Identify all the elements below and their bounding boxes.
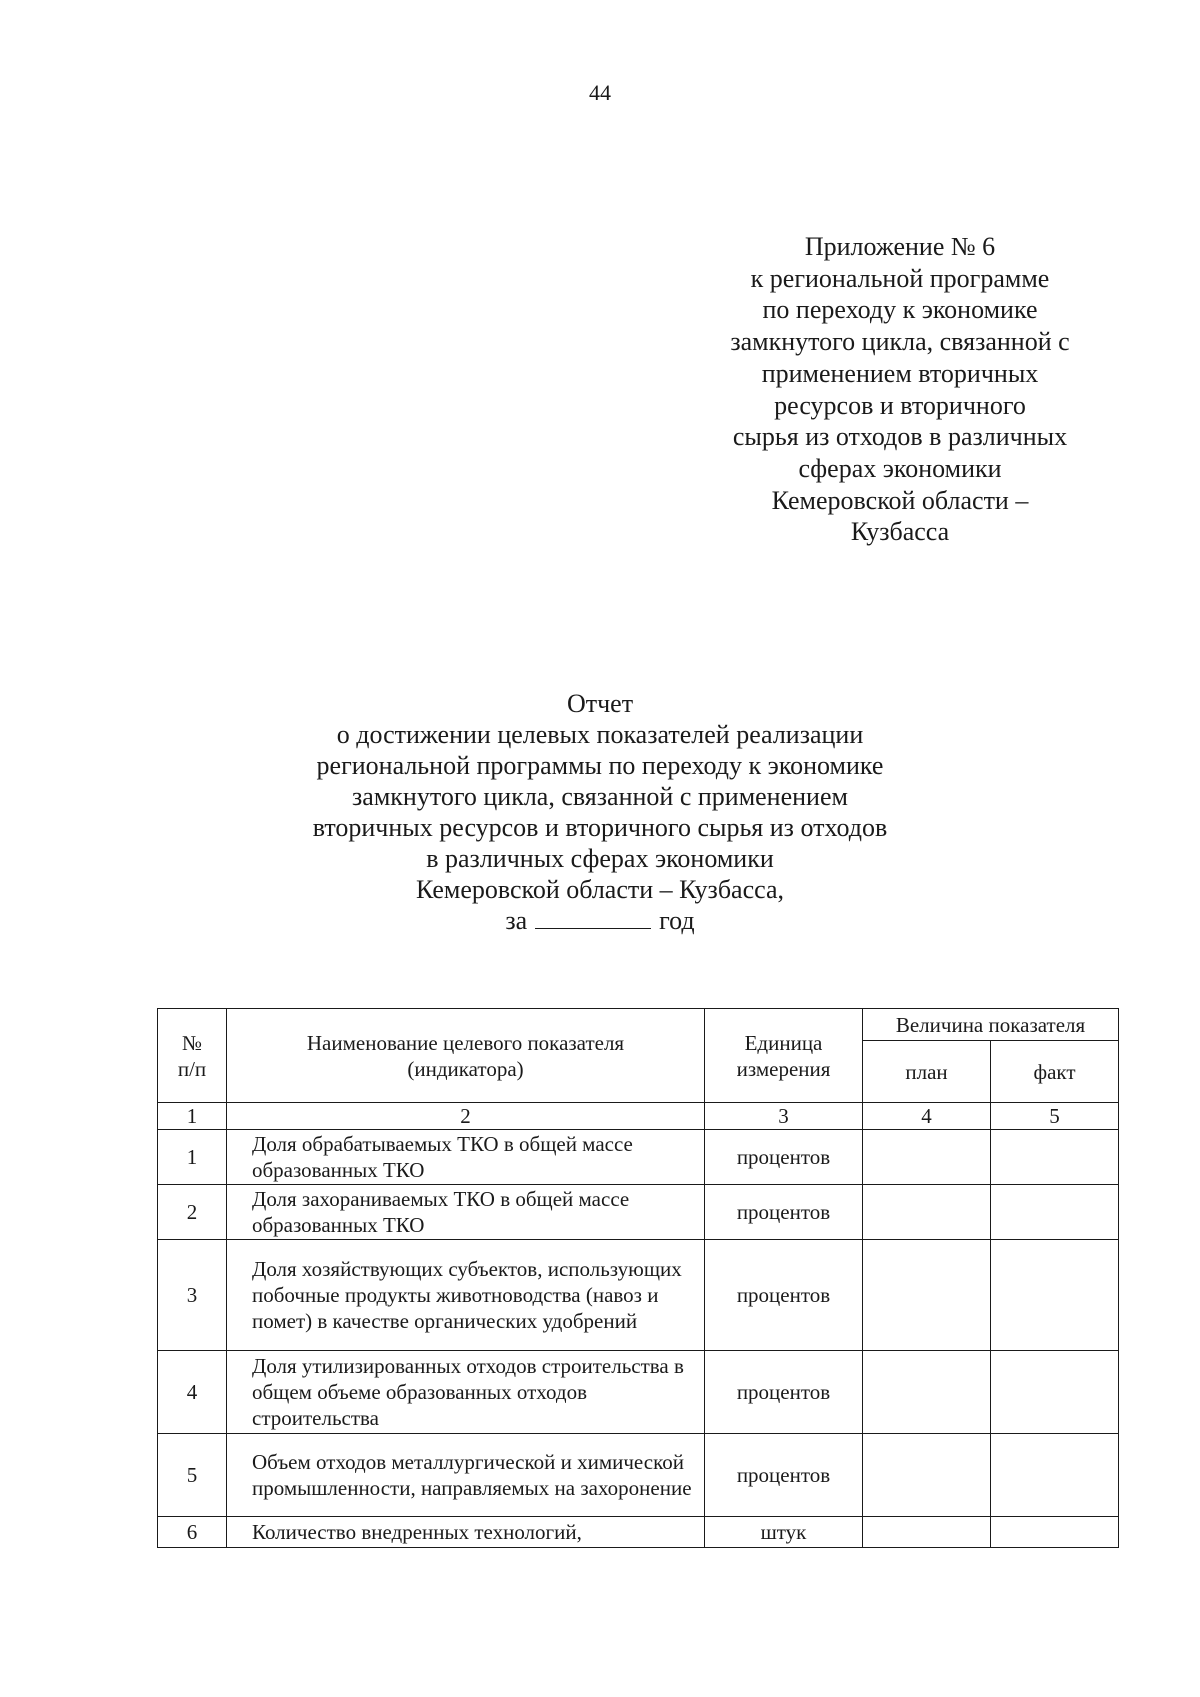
appendix-line: к региональной программе [750,263,1050,293]
table-header-row [158,1009,1119,1041]
column-number: 1 [158,1103,227,1130]
row-name: Доля утилизированных отходов строительства в общем объеме образованных отходов строительства [227,1351,705,1434]
period-prefix: за [505,906,528,935]
appendix-line: замкнутого цикла, связанной с [730,327,1070,357]
row-name: Доля хозяйствующих субъектов, использующих побочные продукты животноводства (навоз и помет) в качестве органических удобрений [227,1240,705,1351]
table-row [158,1240,1119,1351]
row-num: 6 [158,1517,227,1548]
appendix-line: сферах экономики [798,453,1002,483]
row-num: 2 [158,1185,227,1240]
report-subtitle-line: региональной программы по переходу к экономике [316,751,884,780]
column-number: 4 [863,1103,991,1130]
table-row [158,1351,1119,1434]
row-plan [863,1240,991,1351]
row-name: Объем отходов металлургической и химической промышленности, направляемых на захоронение [227,1434,705,1517]
year-blank-field[interactable] [535,906,651,929]
report-subtitle-line: в различных сферах экономики [426,844,774,873]
header-name: Наименование целевого показателя (индикатора) [227,1009,705,1103]
row-unit: процентов [705,1434,863,1517]
row-fact [991,1434,1119,1517]
row-num: 4 [158,1351,227,1434]
row-name: Количество внедренных технологий, [227,1517,705,1548]
report-period [0,905,1200,936]
row-unit: процентов [705,1240,863,1351]
row-fact [991,1130,1119,1185]
report-subtitle-line: о достижении целевых показателей реализации [336,720,864,749]
row-plan [863,1351,991,1434]
column-number: 2 [227,1103,705,1130]
appendix-line: Приложение № 6 [804,232,996,261]
appendix-line: ресурсов и вторичного [774,390,1026,420]
appendix-line: Кемеровской области – [771,485,1029,515]
column-number: 5 [991,1103,1119,1130]
indicators-table [157,1008,1119,1548]
row-num: 5 [158,1434,227,1517]
row-name: Доля захораниваемых ТКО в общей массе образованных ТКО [227,1185,705,1240]
row-name: Доля обрабатываемых ТКО в общей массе образованных ТКО [227,1130,705,1185]
table-row [158,1434,1119,1517]
row-plan [863,1517,991,1548]
appendix-line: сырья из отходов в различных [732,422,1068,452]
report-subtitle-line: вторичных ресурсов и вторичного сырья из отходов [312,813,888,842]
header-num: № п/п [158,1009,227,1103]
page-number: 44 [589,80,611,105]
appendix-block [700,231,1100,548]
column-number: 3 [705,1103,863,1130]
header-value-group: Величина показателя [863,1009,1119,1041]
row-fact [991,1351,1119,1434]
row-fact [991,1185,1119,1240]
row-num: 3 [158,1240,227,1351]
row-unit: процентов [705,1351,863,1434]
row-fact [991,1517,1119,1548]
report-heading [0,688,1200,936]
header-unit: Единица измерения [705,1009,863,1103]
appendix-line: Кузбасса [850,517,950,547]
column-number-row [158,1103,1119,1130]
report-title: Отчет [566,689,634,718]
header-fact: факт [991,1041,1119,1103]
row-fact [991,1240,1119,1351]
appendix-line: применением вторичных [761,358,1039,388]
row-num: 1 [158,1130,227,1185]
row-plan [863,1434,991,1517]
appendix-line: по переходу к экономике [762,295,1038,325]
row-plan [863,1185,991,1240]
table-row [158,1517,1119,1548]
table-row [158,1130,1119,1185]
row-unit: процентов [705,1130,863,1185]
period-suffix: год [659,906,695,935]
header-plan: план [863,1041,991,1103]
report-subtitle-line: замкнутого цикла, связанной с применением [352,782,848,811]
table-row [158,1185,1119,1240]
row-unit: процентов [705,1185,863,1240]
report-subtitle-line: Кемеровской области – Кузбасса, [415,875,785,904]
row-plan [863,1130,991,1185]
row-unit: штук [705,1517,863,1548]
